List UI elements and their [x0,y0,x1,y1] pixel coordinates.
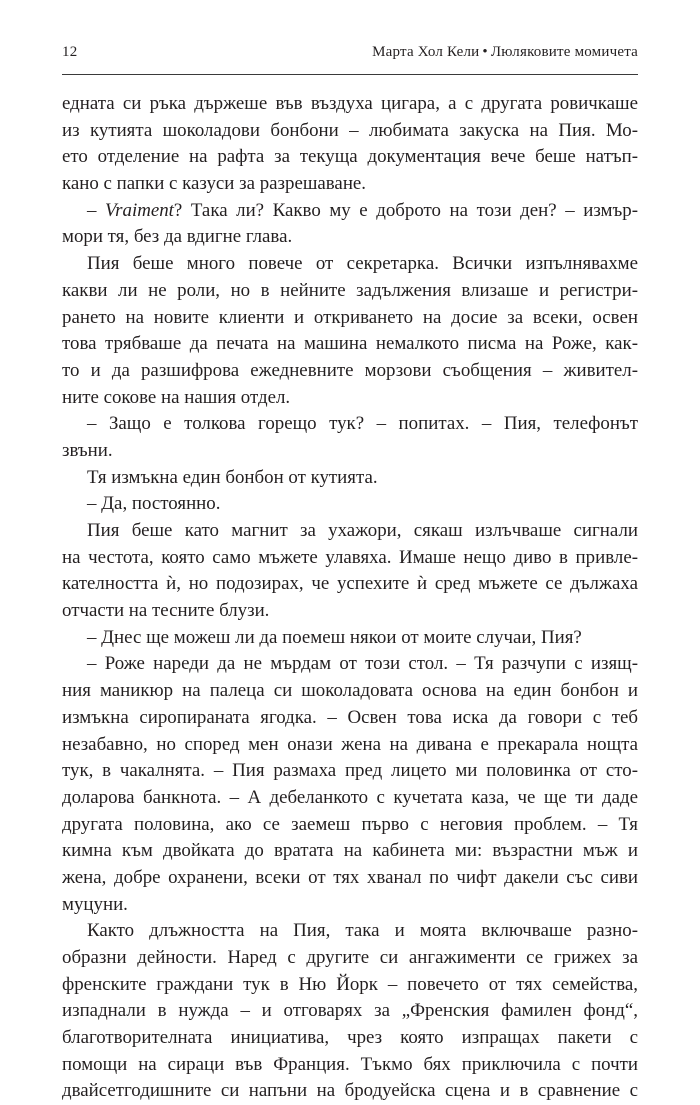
text-line: кимна към двойката до вратата на кабинета ми: възрастни мъж и [62,840,638,862]
text-line: незабавно, но според мен онази жена на дивана е прекарала нощта [62,733,638,755]
text-line: рането на новите клиенти и откриването на досие за всеки, освен [62,306,638,328]
text-line: доларова банкнота. – А дебеланкото с кучетата каза, че ще ти даде [62,786,638,808]
text-line: измъкна сиропираната ягодка. – Освен това иска да говори с теб [62,706,638,728]
text-line: жена, добре охранени, всеки от тях хванал по чифт дакели със сиви [62,866,638,888]
text-line: Както длъжността на Пия, така и моята включваше разно- [87,920,638,942]
text-line: Пия беше много повече от секретарка. Всички изпълнявахме [87,253,638,275]
text-line: двайсетгодишните си напъни на бродуейска сцена и в сравнение с [62,1080,638,1102]
text-line: то и да разшифрова ежедневните морзови съобщения – живител- [62,359,638,381]
body-text [62,91,638,1105]
text-line: из кутията шоколадови бонбони – любимата закуска на Пия. Мо- [62,119,638,141]
text-line: едната си ръка държеше във въздуха цигара, а с другата ровичкаше [62,93,638,114]
text-line: на честота, която само мъжете улавяха. Имаше нещо диво в привле- [62,546,638,568]
author-name: Марта Хол Кели [372,44,480,60]
text-line: ните сокове на нашия отдел. [62,386,291,408]
text-line: Тя измъкна един бонбон от кутията. [87,466,378,488]
text-line: изпаднали в нужда – и отговарях за „Френския фамилен фонд“, [62,1000,638,1022]
text-line [62,198,638,225]
text-line: другата половина, ако се заемеш първо с неговия проблем. – Тя [62,813,638,835]
italic-word: Vraiment [105,199,174,221]
text-line: френските граждани тук в Ню Йорк – повечето от тях семейства, [62,973,638,995]
text-line: – Роже нареди да не мърдам от този стол. – Тя разчупи с изящ- [87,653,638,675]
text-line: благотворителната инициатива, чрез която изпращах пакети с [62,1027,638,1049]
text-line: кателността ѝ, но подозирах, че успехите ѝ сред мъжете се дължаха [62,573,638,595]
header-title [372,44,638,61]
text-line: ния маникюр на палеца си шоколадовата основа на един бонбон и [62,680,638,702]
text-line: ето отделение на рафта за текуща документация вече беше натъп- [62,146,638,168]
line-rest: ? Така ли? Какво му е доброто на този ден? – измър- [173,199,638,221]
text-line: мори тя, без да вдигне глава. [62,226,293,248]
text-line: – Днес ще можеш ли да поемеш някои от моите случаи, Пия? [87,626,582,648]
text-line: Пия беше като магнит за ухажори, сякаш излъчваше сигнали [87,520,638,541]
text-line: помощи на сираци във Франция. Тъкмо бях приключила с почти [62,1053,638,1075]
text-line: звъни. [62,439,113,461]
book-title: Люляковите момичета [490,44,638,60]
header-rule [62,74,638,75]
page-number: 12 [62,44,78,60]
text-line: – Да, постоянно. [87,493,221,515]
header-separator: • [482,44,488,60]
text-line: какви ли не роли, но в нейните задължения влизаше и регистри- [62,279,638,301]
text-line: образни дейности. Наред с другите си ангажименти се грижех за [62,947,638,968]
text-line: тук, в чакалнята. – Пия размаха пред лицето ми половинка от сто- [62,760,638,782]
text-line: – Защо е толкова горещо тук? – попитах. – Пия, телефонът [87,413,638,435]
line-prefix: – [87,199,106,221]
text-line: кано с папки с казуси за разрешаване. [62,173,367,195]
text-line: това трябваше да печата на машина немалкото писма на Роже, как- [62,333,638,355]
text-line: муцуни. [62,893,128,915]
running-head [62,44,638,70]
text-line: отчасти на тесните блузи. [62,600,270,622]
